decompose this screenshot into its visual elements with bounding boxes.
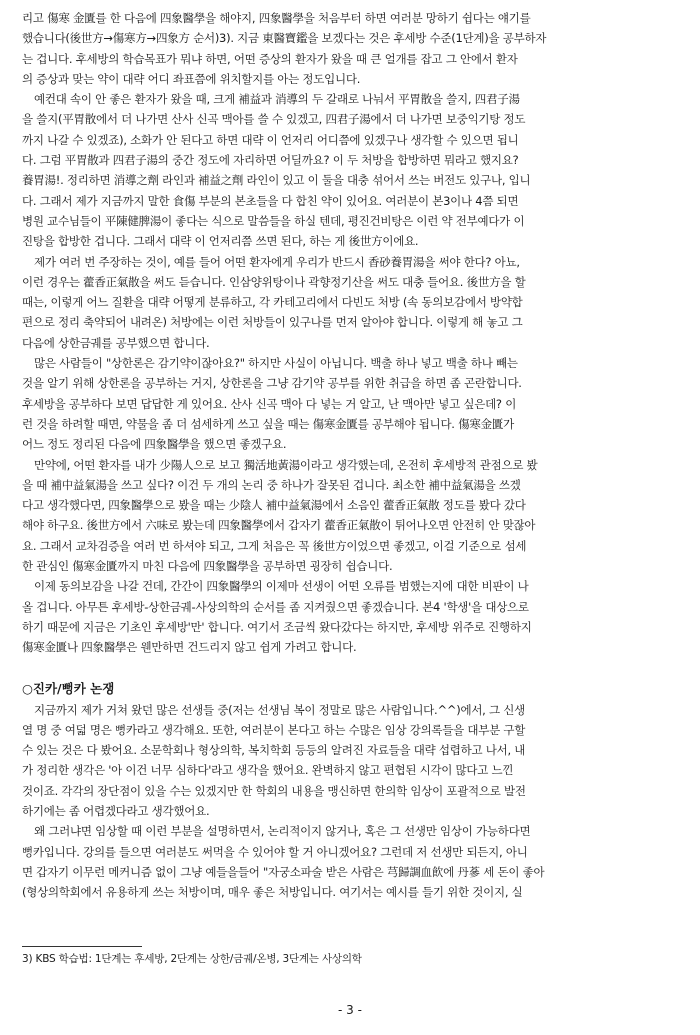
section-heading: ○진카/뻥카 논쟁 bbox=[22, 680, 115, 696]
text-line: 많은 사람들이 "상한론은 감기약이잖아요?" 하지만 사실이 아닙니다. 백출 하나 넣고 백출 하나 빼는 bbox=[34, 356, 518, 371]
page-number: - 3 - bbox=[338, 1003, 362, 1017]
text-line: 병원 교수님들이 平陳健脾湯이 좋다는 식으로 말씀들을 하실 텐데, 평진건비탕은 이런 약 전부예다가 이 bbox=[22, 213, 525, 228]
text-line: 열 명 중 여덟 명은 뻥카라고 생각해요. 또한, 여러분이 본다고 하는 수많은 임상 강의록들을 대부분 구할 bbox=[22, 722, 526, 737]
text-line: 것을 알기 위해 상한론을 공부하는 거지, 상한론을 그냥 감기약 공부를 위한 취급을 하면 좀 곤란합니다. bbox=[22, 376, 522, 391]
text-line: 한 관심인 傷寒金匱까지 마친 다음에 四象醫學을 공부하면 굉장히 쉽습니다. bbox=[22, 559, 393, 574]
text-line: 진탕을 합방한 겁니다. 그래서 대략 이 언저리쯤 쓰면 된다, 하는 게 後世方이에요. bbox=[22, 234, 419, 249]
footnote: 3) KBS 학습법: 1단계는 후세방, 2단계는 상한/금궤/온병, 3단계는 사상의학 bbox=[22, 953, 362, 965]
text-line: 까지 나갈 수 있겠죠), 소화가 안 된다고 하면 대략 이 언저리 어디쯤에 있겠구나 생각할 수 있으면 됩니 bbox=[22, 132, 519, 147]
text-line: 제가 여러 번 주장하는 것이, 예를 들어 어떤 환자에게 우리가 반드시 香砂養胃湯을 써야 한다? 아뇨, bbox=[34, 254, 520, 269]
text-line: 다음에 상한금궤를 공부했으면 합니다. bbox=[22, 335, 210, 350]
text-line: 만약에, 어떤 환자를 내가 少陽人으로 보고 獨活地黃湯이라고 생각했는데, 온전히 후세방적 관점으로 봤 bbox=[34, 457, 538, 472]
text-line: 런 것을 하려할 때면, 약물을 좀 더 섬세하게 쓰고 싶을 때는 傷寒金匱를 공부해야 됩니다. 傷寒金匱가 bbox=[22, 416, 514, 431]
text-line: 해야 하구요. 後世方에서 六味로 봤는데 四象醫學에서 갑자기 藿香正氣散이 튀어나오면 안전히 안 맞잖아 bbox=[22, 518, 536, 533]
text-line: 의 증상과 맞는 약이 대략 어디 좌표쯤에 위치할지를 아는 정도입니다. bbox=[22, 71, 361, 86]
text-line: 면 갑자기 이무런 메커니즘 없이 그냥 예들을들어 "자궁소파술 받은 사람은 芎歸調血飮에 丹蔘 세 돈이 좋아 bbox=[22, 864, 545, 879]
text-line: 다. 그럼 平胃散과 四君子湯의 중간 정도에 자리하면 어딜까요? 이 두 처방을 합방하면 뭐라고 했지요? bbox=[22, 153, 519, 168]
text-line: 가 정리한 생각은 '아 이건 너무 심하다'라고 생각을 했어요. 완벽하지 않고 편협된 시각이 많다고 느낀 bbox=[22, 763, 514, 778]
text-line: 요. 그래서 교차검증을 여러 번 하셔야 되고, 그게 처음은 꼭 後世方이었으면 좋겠고, 이걸 기준으로 섬세 bbox=[22, 538, 527, 553]
text-line: 하기 때문에 지금은 기초인 후세방'만' 합니다. 여기서 조금씩 왔다갔다는 하지만, 후세방 위주로 진행하지 bbox=[22, 619, 532, 634]
body-paragraphs bbox=[22, 8, 682, 658]
text-line: 養胃湯!. 정리하면 消導之劑 라인과 補益之劑 라인이 있고 이 둘을 대충 섞어서 쓰는 버전도 있구나, 입니 bbox=[22, 173, 531, 188]
section-gap bbox=[22, 658, 682, 678]
text-line: 어느 정도 정리된 다음에 四象醫學을 했으면 좋겠구요. bbox=[22, 437, 287, 452]
text-line: 후세방을 공부하다 보면 답답한 게 있어요. 산사 신곡 맥아 다 넣는 거 알고, 난 맥아만 넣고 싶은데? 이 bbox=[22, 396, 517, 411]
text-line: 것이죠. 각각의 장단점이 있을 수는 있겠지만 한 학회의 내용을 맹신하면 한의학 임상이 포괄적으로 발전 bbox=[22, 783, 526, 798]
text-line: 이제 동의보감을 나갈 건데, 간간이 四象醫學의 이제마 선생이 어떤 오류를 범했는지에 대한 비판이 나 bbox=[34, 579, 529, 594]
text-line: 을 때 補中益氣湯을 쓰고 싶다? 이건 두 개의 논리 중 하나가 잘못된 겁니다. 최소한 補中益氣湯을 쓰겠 bbox=[22, 477, 521, 492]
text-line: 했습니다(後世方→傷寒方→四象方 순서)3). 지금 東醫寶鑑을 보겠다는 것은 후세방 수준(1단계)을 공부하자 bbox=[22, 31, 547, 46]
text-line: 편으로 정리 축약되어 내려온) 처방에는 이런 처방들이 있구나를 먼저 알아야 합니다. 이렇게 해 놓고 그 bbox=[22, 315, 523, 330]
text-line: (형상의학회에서 유용하게 쓰는 처방이며, 매우 좋은 처방입니다. 여기서는 예시를 들기 위한 것이지, 실 bbox=[22, 885, 523, 900]
text-line: 다고 생각했다면, 四象醫學으로 봤을 때는 少陰人 補中益氣湯에서 소음인 藿香正氣散 정도를 봤다 갔다 bbox=[22, 498, 526, 513]
section-paragraphs bbox=[22, 700, 682, 903]
text-line: 이런 경우는 藿香正氣散을 써도 듣습니다. 인삼양위탕이나 곽향정기산을 써도 대충 들어요. 後世方을 할 bbox=[22, 274, 526, 289]
text-line: 예컨대 속이 안 좋은 환자가 왔을 때, 크게 補益과 消導의 두 갈래로 나눠서 平胃散을 쓸지, 四君子湯 bbox=[34, 92, 520, 107]
text-line: 을 쓸지(平胃散에서 더 나가면 산사 신곡 맥아를 쓸 수 있겠고, 四君子湯에서 더 나가면 보중익기탕 정도 bbox=[22, 112, 526, 127]
text-line: 傷寒金匱나 四象醫學은 웬만하면 건드리지 않고 쉽게 가려고 합니다. bbox=[22, 640, 357, 655]
text-line: 수 있는 것은 다 봤어요. 소문학회나 형상의학, 복치학회 등등의 알려진 자료들을 대략 섭렵하고 나서, 내 bbox=[22, 743, 526, 758]
text-line: 는 겁니다. 후세방의 학습목표가 뭐냐 하면, 어떤 증상의 환자가 왔을 때 큰 얼개를 잡고 그 안에서 환자 bbox=[22, 51, 518, 66]
text-line: 다. 그래서 제가 지금까지 말한 食傷 부분의 본초들을 다 합친 약이 있어요. 여러분이 본3이나 4쯤 되면 bbox=[22, 193, 519, 208]
text-line: 하기에는 좀 어렵겠다라고 생각했어요. bbox=[22, 803, 210, 818]
text-line: 리고 傷寒 金匱를 한 다음에 四象醫學을 해야지, 四象醫學을 처음부터 하면 여러분 망하기 쉽다는 얘기를 bbox=[22, 11, 531, 25]
text-line: 지금까지 제가 거쳐 왔던 많은 선생들 중(저는 선생님 복이 정말로 많은 사람입니다.^^)에서, 그 신생 bbox=[34, 702, 525, 717]
text-line: 뻥카입니다. 강의를 들으면 여러분도 써먹을 수 있어야 할 거 아니겠어요? 그런데 저 선생만 되든지, 아니 bbox=[22, 844, 528, 859]
text-line: 때는, 이렇게 어느 질환을 대략 어떻게 분류하고, 각 카테고리에서 다빈도 처방 (속 동의보감에서 방약합 bbox=[22, 295, 523, 310]
main-text bbox=[22, 8, 682, 902]
text-line: 올 겁니다. 아무튼 후세방-상한금궤-사상의학의 순서를 좀 지켜줬으면 좋겠습니다. 본4 '학생'을 대상으로 bbox=[22, 599, 529, 614]
text-line: 왜 그러냐면 임상할 때 이런 부분을 설명하면서, 논리적이지 않거나, 혹은 그 선생만 임상이 가능하다면 bbox=[34, 824, 531, 839]
footnote-divider bbox=[22, 946, 142, 947]
